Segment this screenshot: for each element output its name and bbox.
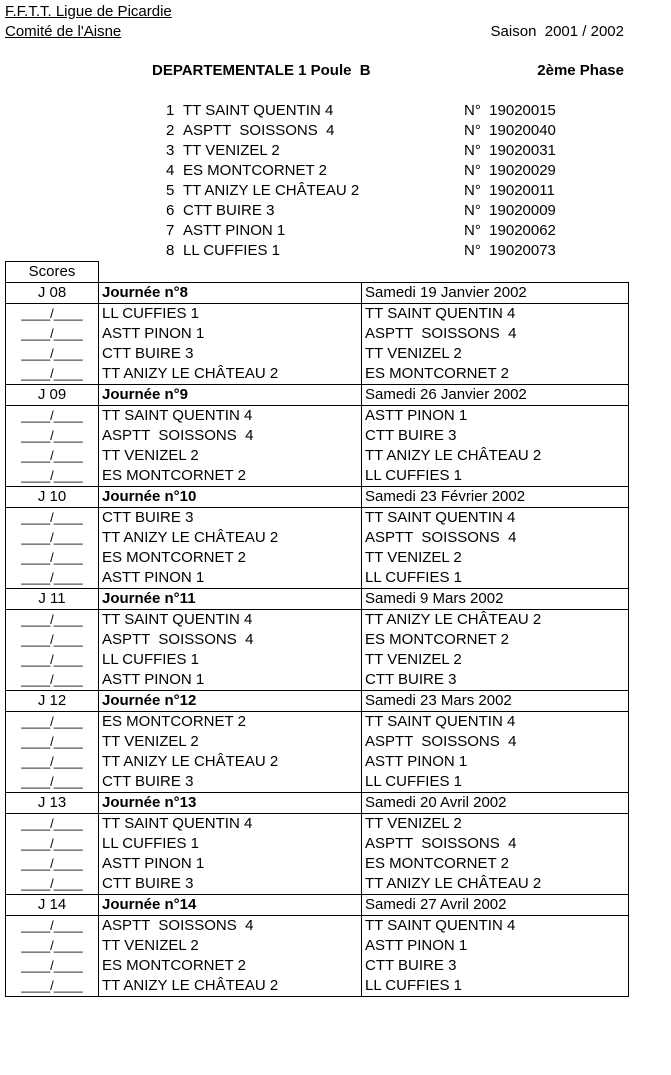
division-title: DEPARTEMENTALE 1 Poule B: [152, 62, 371, 79]
phase-label: 2ème Phase: [537, 62, 624, 79]
away-team: TT ANIZY LE CHÂTEAU 2: [362, 874, 629, 895]
home-team: ASTT PINON 1: [99, 854, 362, 874]
round-date: Samedi 19 Janvier 2002: [362, 283, 629, 304]
round-header-row: [6, 691, 629, 712]
team-name: CTT BUIRE 3: [183, 202, 275, 219]
team-num: 4: [166, 162, 175, 179]
round-header-row: [6, 283, 629, 304]
federation-title: F.F.T.T. Ligue de Picardie: [5, 3, 172, 20]
home-team: ASPTT SOISSONS 4: [99, 426, 362, 446]
score-blank[interactable]: ____/____: [6, 772, 99, 793]
match-row: [6, 466, 629, 487]
home-team: LL CUFFIES 1: [99, 304, 362, 325]
score-blank[interactable]: ____/____: [6, 630, 99, 650]
home-team: CTT BUIRE 3: [99, 874, 362, 895]
home-team: TT ANIZY LE CHÂTEAU 2: [99, 976, 362, 997]
score-blank[interactable]: ____/____: [6, 650, 99, 670]
round-date: Samedi 26 Janvier 2002: [362, 385, 629, 406]
score-blank[interactable]: ____/____: [6, 304, 99, 325]
home-team: ES MONTCORNET 2: [99, 466, 362, 487]
home-team: CTT BUIRE 3: [99, 508, 362, 529]
score-blank[interactable]: ____/____: [6, 956, 99, 976]
away-team: CTT BUIRE 3: [362, 426, 629, 446]
match-row: [6, 834, 629, 854]
home-team: LL CUFFIES 1: [99, 834, 362, 854]
match-row: [6, 630, 629, 650]
score-blank[interactable]: ____/____: [6, 406, 99, 427]
score-blank[interactable]: ____/____: [6, 568, 99, 589]
round-date: Samedi 9 Mars 2002: [362, 589, 629, 610]
away-team: CTT BUIRE 3: [362, 670, 629, 691]
team-list: [166, 101, 586, 261]
round-header-row: [6, 793, 629, 814]
team-num: 7: [166, 222, 175, 239]
home-team: TT SAINT QUENTIN 4: [99, 406, 362, 427]
home-team: ES MONTCORNET 2: [99, 712, 362, 733]
score-blank[interactable]: ____/____: [6, 528, 99, 548]
away-team: ASTT PINON 1: [362, 752, 629, 772]
score-blank[interactable]: ____/____: [6, 976, 99, 997]
match-row: [6, 874, 629, 895]
season-label: Saison 2001 / 2002: [490, 23, 624, 40]
match-row: [6, 446, 629, 466]
match-row: [6, 854, 629, 874]
match-row: [6, 406, 629, 427]
team-num: 5: [166, 182, 175, 199]
round-title: Journée n°9: [99, 385, 362, 406]
score-blank[interactable]: ____/____: [6, 426, 99, 446]
score-blank[interactable]: ____/____: [6, 752, 99, 772]
match-row: [6, 610, 629, 631]
team-id: N° 19020040: [464, 122, 556, 139]
match-row: [6, 712, 629, 733]
match-row: [6, 528, 629, 548]
home-team: ASTT PINON 1: [99, 670, 362, 691]
away-team: TT SAINT QUENTIN 4: [362, 508, 629, 529]
round-title: Journée n°10: [99, 487, 362, 508]
home-team: ASTT PINON 1: [99, 568, 362, 589]
away-team: TT SAINT QUENTIN 4: [362, 712, 629, 733]
round-code: J 12: [6, 691, 99, 712]
score-blank[interactable]: ____/____: [6, 324, 99, 344]
match-row: [6, 976, 629, 997]
team-id: N° 19020009: [464, 202, 556, 219]
round-code: J 08: [6, 283, 99, 304]
match-row: [6, 650, 629, 670]
match-row: [6, 956, 629, 976]
match-row: [6, 324, 629, 344]
score-blank[interactable]: ____/____: [6, 548, 99, 568]
round-date: Samedi 23 Mars 2002: [362, 691, 629, 712]
away-team: ASPTT SOISSONS 4: [362, 324, 629, 344]
round-header-row: [6, 487, 629, 508]
team-num: 1: [166, 102, 175, 119]
score-blank[interactable]: ____/____: [6, 874, 99, 895]
home-team: TT ANIZY LE CHÂTEAU 2: [99, 752, 362, 772]
team-name: TT VENIZEL 2: [183, 142, 280, 159]
away-team: LL CUFFIES 1: [362, 772, 629, 793]
team-row: [166, 221, 586, 241]
match-row: [6, 364, 629, 385]
round-code: J 10: [6, 487, 99, 508]
match-row: [6, 508, 629, 529]
team-name: TT SAINT QUENTIN 4: [183, 102, 334, 119]
match-row: [6, 426, 629, 446]
home-team: LL CUFFIES 1: [99, 650, 362, 670]
round-header-row: [6, 895, 629, 916]
score-blank[interactable]: ____/____: [6, 466, 99, 487]
match-row: [6, 568, 629, 589]
team-name: ES MONTCORNET 2: [183, 162, 327, 179]
score-blank[interactable]: ____/____: [6, 610, 99, 631]
home-team: TT VENIZEL 2: [99, 446, 362, 466]
team-row: [166, 241, 586, 261]
score-blank[interactable]: ____/____: [6, 670, 99, 691]
match-row: [6, 772, 629, 793]
score-blank[interactable]: ____/____: [6, 712, 99, 733]
match-row: [6, 304, 629, 325]
team-num: 6: [166, 202, 175, 219]
away-team: LL CUFFIES 1: [362, 568, 629, 589]
round-header-row: [6, 385, 629, 406]
blank-cell: [99, 262, 362, 283]
round-code: J 13: [6, 793, 99, 814]
team-row: [166, 181, 586, 201]
round-code: J 14: [6, 895, 99, 916]
away-team: TT ANIZY LE CHÂTEAU 2: [362, 610, 629, 631]
home-team: ASPTT SOISSONS 4: [99, 916, 362, 937]
home-team: CTT BUIRE 3: [99, 344, 362, 364]
away-team: TT SAINT QUENTIN 4: [362, 916, 629, 937]
home-team: ASTT PINON 1: [99, 324, 362, 344]
team-row: [166, 101, 586, 121]
home-team: CTT BUIRE 3: [99, 772, 362, 793]
away-team: LL CUFFIES 1: [362, 976, 629, 997]
scores-header: Scores: [6, 262, 99, 283]
blank-cell: [362, 262, 629, 283]
home-team: ES MONTCORNET 2: [99, 548, 362, 568]
round-code: J 11: [6, 589, 99, 610]
score-blank[interactable]: ____/____: [6, 814, 99, 835]
home-team: ES MONTCORNET 2: [99, 956, 362, 976]
away-team: TT VENIZEL 2: [362, 344, 629, 364]
home-team: TT SAINT QUENTIN 4: [99, 814, 362, 835]
round-title: Journée n°14: [99, 895, 362, 916]
away-team: ASTT PINON 1: [362, 406, 629, 427]
team-row: [166, 121, 586, 141]
away-team: ASPTT SOISSONS 4: [362, 834, 629, 854]
match-row: [6, 344, 629, 364]
away-team: CTT BUIRE 3: [362, 956, 629, 976]
away-team: TT VENIZEL 2: [362, 548, 629, 568]
team-name: ASTT PINON 1: [183, 222, 286, 239]
round-date: Samedi 20 Avril 2002: [362, 793, 629, 814]
match-row: [6, 752, 629, 772]
round-title: Journée n°8: [99, 283, 362, 304]
score-blank[interactable]: ____/____: [6, 854, 99, 874]
score-blank[interactable]: ____/____: [6, 446, 99, 466]
home-team: TT VENIZEL 2: [99, 936, 362, 956]
committee-title: Comité de l'Aisne: [5, 23, 122, 40]
home-team: TT ANIZY LE CHÂTEAU 2: [99, 528, 362, 548]
away-team: TT VENIZEL 2: [362, 650, 629, 670]
score-blank[interactable]: ____/____: [6, 936, 99, 956]
table-header-row: [6, 262, 629, 283]
team-num: 3: [166, 142, 175, 159]
away-team: ES MONTCORNET 2: [362, 630, 629, 650]
round-title: Journée n°13: [99, 793, 362, 814]
away-team: TT VENIZEL 2: [362, 814, 629, 835]
home-team: ASPTT SOISSONS 4: [99, 630, 362, 650]
team-id: N° 19020031: [464, 142, 556, 159]
round-title: Journée n°12: [99, 691, 362, 712]
match-row: [6, 670, 629, 691]
match-row: [6, 916, 629, 937]
away-team: ES MONTCORNET 2: [362, 364, 629, 385]
team-name: LL CUFFIES 1: [183, 242, 280, 259]
team-name: TT ANIZY LE CHÂTEAU 2: [183, 182, 360, 199]
away-team: ES MONTCORNET 2: [362, 854, 629, 874]
home-team: TT SAINT QUENTIN 4: [99, 610, 362, 631]
match-row: [6, 814, 629, 835]
team-row: [166, 201, 586, 221]
round-code: J 09: [6, 385, 99, 406]
score-blank[interactable]: ____/____: [6, 344, 99, 364]
score-blank[interactable]: ____/____: [6, 732, 99, 752]
team-row: [166, 161, 586, 181]
score-blank[interactable]: ____/____: [6, 364, 99, 385]
home-team: TT VENIZEL 2: [99, 732, 362, 752]
score-blank[interactable]: ____/____: [6, 916, 99, 937]
team-row: [166, 141, 586, 161]
match-row: [6, 936, 629, 956]
team-id: N° 19020062: [464, 222, 556, 239]
round-title: Journée n°11: [99, 589, 362, 610]
team-id: N° 19020073: [464, 242, 556, 259]
away-team: LL CUFFIES 1: [362, 466, 629, 487]
match-row: [6, 732, 629, 752]
team-num: 2: [166, 122, 175, 139]
away-team: ASTT PINON 1: [362, 936, 629, 956]
match-row: [6, 548, 629, 568]
team-name: ASPTT SOISSONS 4: [183, 122, 335, 139]
team-id: N° 19020015: [464, 102, 556, 119]
round-header-row: [6, 589, 629, 610]
round-date: Samedi 27 Avril 2002: [362, 895, 629, 916]
home-team: TT ANIZY LE CHÂTEAU 2: [99, 364, 362, 385]
away-team: ASPTT SOISSONS 4: [362, 528, 629, 548]
away-team: TT ANIZY LE CHÂTEAU 2: [362, 446, 629, 466]
team-id: N° 19020011: [464, 182, 555, 199]
away-team: ASPTT SOISSONS 4: [362, 732, 629, 752]
score-blank[interactable]: ____/____: [6, 834, 99, 854]
schedule-table: [5, 261, 629, 997]
team-num: 8: [166, 242, 175, 259]
away-team: TT SAINT QUENTIN 4: [362, 304, 629, 325]
score-blank[interactable]: ____/____: [6, 508, 99, 529]
round-date: Samedi 23 Février 2002: [362, 487, 629, 508]
team-id: N° 19020029: [464, 162, 556, 179]
